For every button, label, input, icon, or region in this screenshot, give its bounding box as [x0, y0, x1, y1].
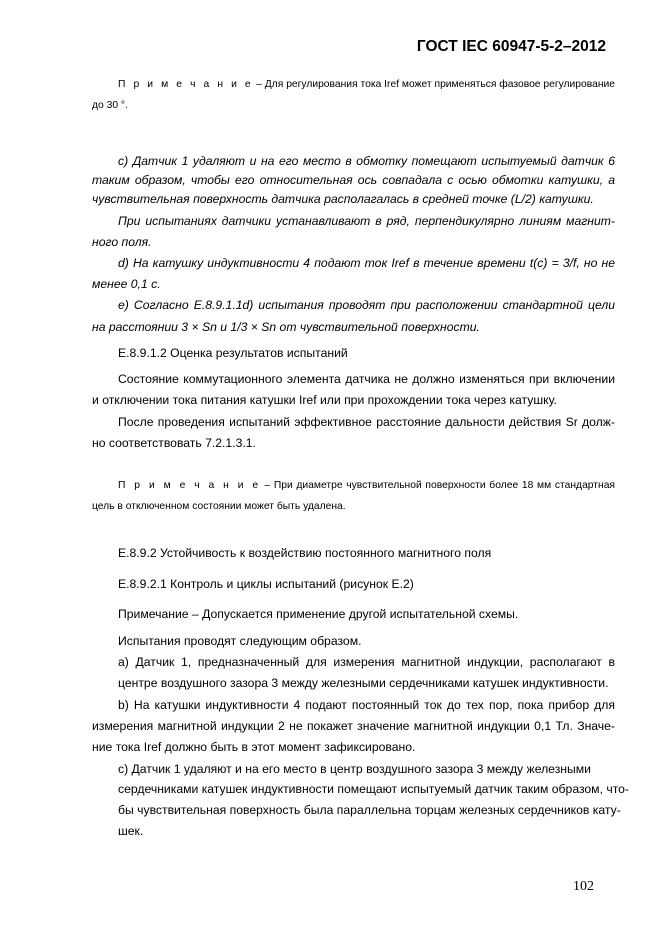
text-line: После проведения испытаний эффективное расстояние дальности действия Sr долж- — [118, 415, 615, 429]
text-line: d) На катушку индуктивности 4 подают ток Iref в течение времени t(с) = 3/f, но не — [118, 256, 615, 270]
text-line: ние тока Iref должно быть в этот момент зафиксировано. — [92, 740, 416, 754]
text-line: b) На катушки индуктивности 4 подают постоянный ток до тех пор, пока прибор для — [118, 698, 615, 712]
text-line: менее 0,1 с. — [92, 277, 161, 291]
text-line: цель в отключенном состоянии может быть удалена. — [92, 501, 346, 512]
text-line: Е.8.9.2.1 Контроль и циклы испытаний (рисунок Е.2) — [118, 577, 414, 591]
text-line: а) Датчик 1, предназначенный для измерения магнитной индукции, располагают в — [118, 655, 615, 669]
text-line: Е.8.9.2 Устойчивость к воздействию постоянного магнитного поля — [118, 546, 492, 560]
standard-header: ГОСТ IEC 60947-5-2–2012 — [416, 38, 606, 55]
text-line: но соответствовать 7.2.1.3.1. — [92, 436, 256, 450]
text-line: бы чувствительная поверхность была параллельна торцам железных сердечников кату- — [118, 803, 621, 817]
text-line: Примечание – Допускается применение другой испытательной схемы. — [118, 607, 519, 621]
text-line: таким образом, чтобы его относительная ось совпадала с осью обмотки катушки, а — [92, 173, 615, 187]
text-line: измерения магнитной индукции 2 не покажет значение магнитной индукции 0,1 Тл. Значе- — [92, 719, 615, 733]
text-line: е) Согласно Е.8.9.1.1d) испытания проводят при расположении стандартной цели — [118, 298, 615, 312]
text-line: П р и м е ч а н и е – При диаметре чувствительной поверхности более 18 мм стандартная — [118, 480, 615, 491]
text-line: шек. — [118, 824, 144, 838]
text-line: Состояние коммутационного элемента датчика не должно изменяться при включении — [118, 372, 615, 386]
text-line: центре воздушного зазора 3 между железными сердечниками катушек индуктивности. — [118, 676, 609, 690]
text-line: с) Датчик 1 удаляют и на его место в центр воздушного зазора 3 между железными — [118, 762, 591, 776]
text-line: Е.8.9.1.2 Оценка результатов испытаний — [118, 346, 348, 360]
text-line: с) Датчик 1 удаляют и на его место в обмотку помещают испытуемый датчик 6 — [118, 154, 615, 168]
text-line: до 30 °. — [92, 100, 128, 111]
text-line: П р и м е ч а н и е – Для регулирования тока Iref может применяться фазовое регулирование — [118, 79, 615, 90]
text-line: Испытания проводят следующим образом. — [118, 634, 362, 648]
text-line: ного поля. — [92, 235, 152, 249]
page-number: 102 — [573, 879, 594, 894]
text-line: чувствительная поверхность датчика располагалась в средней точке (L/2) катушки. — [92, 192, 594, 206]
text-line: сердечниками катушек индуктивности помещают испытуемый датчик таким образом, что- — [118, 782, 629, 796]
text-line: При испытаниях датчики устанавливают в ряд, перпендикулярно линиям магнит- — [118, 214, 615, 228]
text-line: и отключении тока питания катушки Iref или при прохождении тока через катушку. — [92, 393, 557, 407]
text-line: на расстоянии 3 × Sn и 1/3 × Sn от чувствительной поверхности. — [92, 320, 480, 334]
